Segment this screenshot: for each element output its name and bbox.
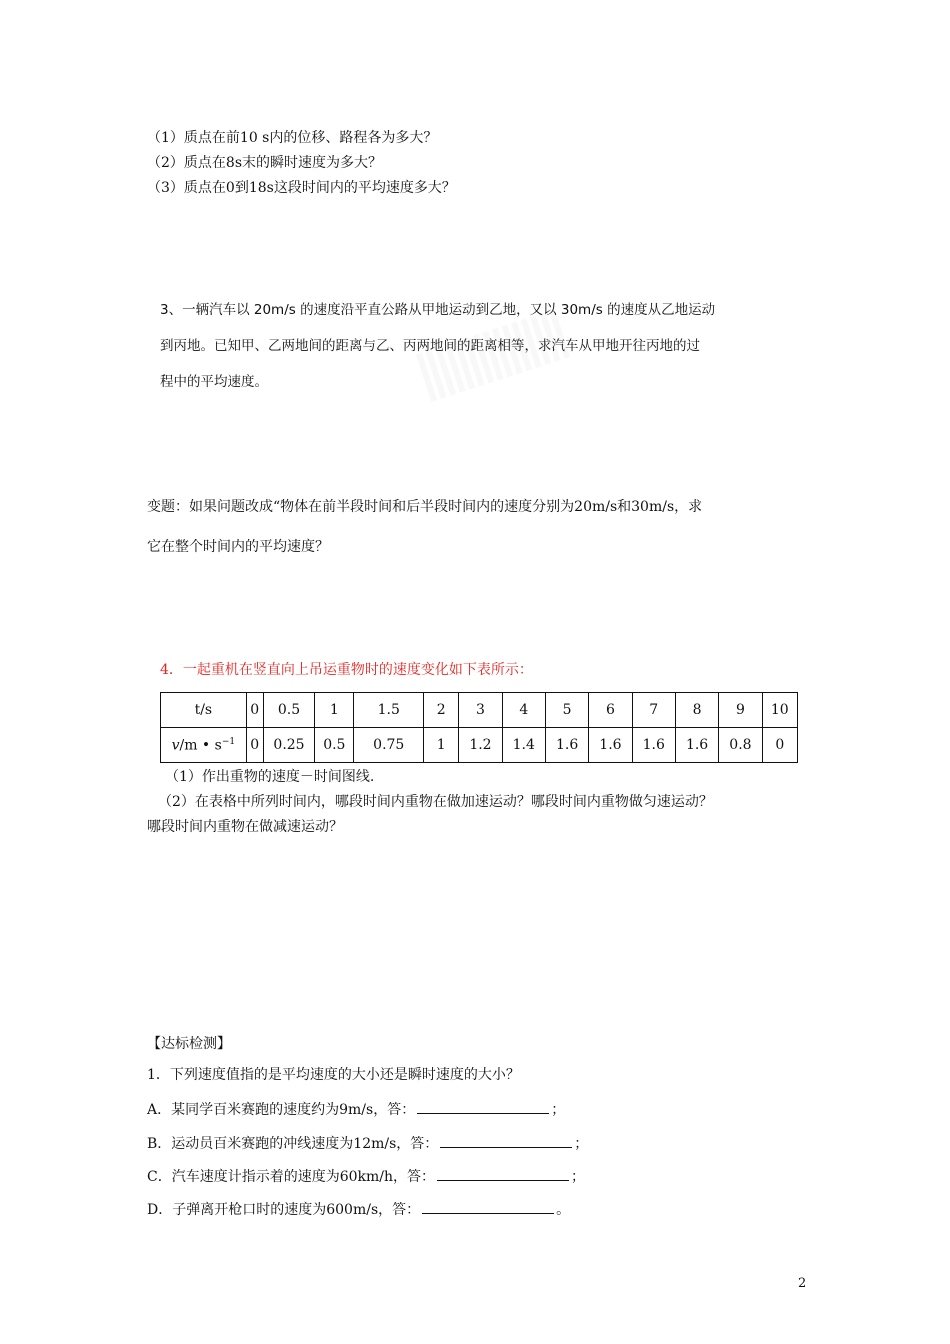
q4-title: 4．一起重机在竖直向上吊运重物时的速度变化如下表所示：	[160, 662, 533, 678]
q3-line1: 3、一辆汽车以 20m/s 的速度沿平直公路从甲地运动到乙地，又以 30m/s 的速度从乙地运动	[160, 302, 716, 318]
variant-line1: 变题：如果问题改成“物体在前半段时间和后半段时间内的速度分别为20m/s和30m/s，求	[147, 499, 703, 515]
velocity-unit-exponent: −1	[221, 736, 236, 747]
v-cell: 1.6	[589, 728, 632, 763]
v-cell: 0.75	[354, 728, 424, 763]
t-cell: 0.5	[263, 693, 314, 728]
t-cell: 5	[545, 693, 588, 728]
v-cell: 1.4	[502, 728, 545, 763]
t-cell: 1	[315, 693, 354, 728]
option-a-end: ；	[551, 1102, 566, 1118]
t-cell: 6	[589, 693, 632, 728]
v-cell: 1.6	[632, 728, 675, 763]
v-cell: 0.8	[719, 728, 762, 763]
option-c-end: ；	[571, 1169, 586, 1185]
t-cell: 2	[424, 693, 459, 728]
q4-sub2-line2: 哪段时间内重物在做减速运动？	[147, 819, 343, 835]
v-cell: 0	[246, 728, 263, 763]
t-cell: 10	[762, 693, 797, 728]
v-cell: 0.5	[315, 728, 354, 763]
answer-blank-c[interactable]	[437, 1166, 569, 1181]
velocity-header	[161, 728, 247, 763]
option-a-text: A．某同学百米赛跑的速度约为9m/s，答：	[147, 1102, 416, 1118]
v-cell: 0.25	[263, 728, 314, 763]
t-cell: 4	[502, 693, 545, 728]
table-row-time	[161, 693, 798, 728]
v-cell: 1	[424, 728, 459, 763]
option-d	[147, 1199, 570, 1220]
t-cell: 8	[675, 693, 718, 728]
q4-sub2-line1: （2）在表格中所列时间内，哪段时间内重物在做加速运动？哪段时间内重物做匀速运动？	[158, 794, 713, 810]
t-cell: 1.5	[354, 693, 424, 728]
q3-line2: 到丙地。已知甲、乙两地间的距离与乙、丙两地间的距离相等，求汽车从甲地开往丙地的过	[160, 338, 700, 354]
option-d-end: 。	[556, 1202, 571, 1218]
t-cell: 9	[719, 693, 762, 728]
page-number: 2	[798, 1276, 807, 1291]
option-a	[147, 1099, 565, 1120]
t-cell: 7	[632, 693, 675, 728]
option-b	[147, 1133, 588, 1154]
v-cell: 1.2	[459, 728, 502, 763]
option-d-text: D．子弹离开枪口时的速度为600m/s，答：	[147, 1202, 421, 1218]
option-c-text: C．汽车速度计指示着的速度为60km/h，答：	[147, 1169, 436, 1185]
velocity-table	[160, 692, 798, 763]
q4-sub1: （1）作出重物的速度－时间图线.	[165, 769, 375, 785]
velocity-symbol: v	[171, 737, 180, 754]
check-heading: 【达标检测】	[147, 1036, 231, 1052]
t-cell: 0	[246, 693, 263, 728]
variant-line2: 它在整个时间内的平均速度？	[147, 539, 329, 555]
velocity-unit: /m • s	[179, 737, 222, 754]
t-cell: 3	[459, 693, 502, 728]
answer-blank-a[interactable]	[417, 1099, 549, 1114]
check-q1: 1．下列速度值指的是平均速度的大小还是瞬时速度的大小？	[147, 1067, 520, 1083]
option-b-text: B．运动员百米赛跑的冲线速度为12m/s，答：	[147, 1136, 439, 1152]
q2-sub3: （3）质点在0到18s这段时间内的平均速度多大？	[147, 180, 456, 196]
table-row-velocity	[161, 728, 798, 763]
time-header: t/s	[161, 693, 247, 728]
answer-blank-d[interactable]	[422, 1199, 554, 1214]
q3-line3: 程中的平均速度。	[160, 374, 268, 390]
option-b-end: ；	[574, 1136, 589, 1152]
answer-blank-b[interactable]	[440, 1133, 572, 1148]
v-cell: 1.6	[545, 728, 588, 763]
q2-sub2: （2）质点在8s末的瞬时速度为多大？	[147, 155, 382, 171]
v-cell: 0	[762, 728, 797, 763]
v-cell: 1.6	[675, 728, 718, 763]
q2-sub1: （1）质点在前10 s内的位移、路程各为多大？	[147, 130, 438, 146]
option-c	[147, 1166, 585, 1187]
